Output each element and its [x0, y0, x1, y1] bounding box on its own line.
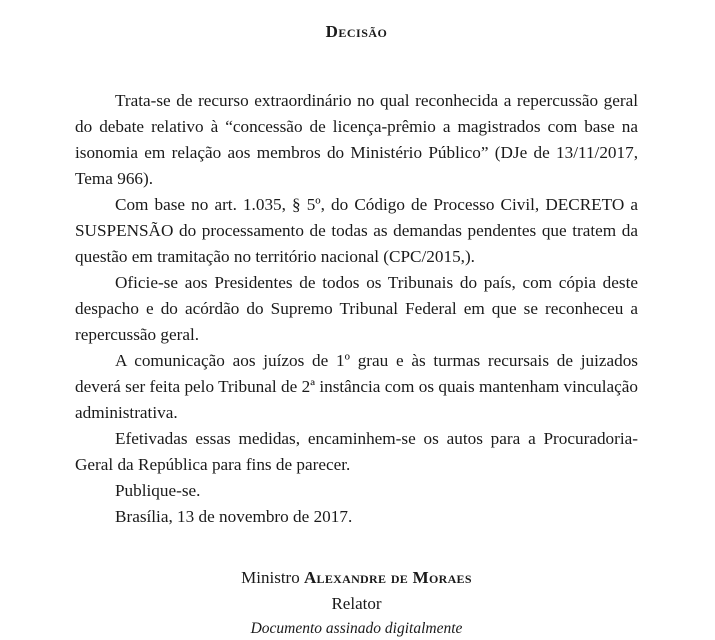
- document-title: Decisão: [325, 22, 388, 41]
- signature-line: [75, 566, 638, 589]
- paragraph-comunicacao: A comunicação aos juízos de 1º grau e às turmas recursais de juizados deverá ser feita pelo Tribunal de 2ª instância com os quais mantenham vinculação administrativa.: [75, 351, 638, 422]
- paragraph-recurso: Trata-se de recurso extraordinário no qual reconhecida a repercussão geral do debate relativo à “concessão de licença-prêmio a magistrados com base na isonomia em relação aos membros do Ministério Público” (DJe de 13/11/2017, Tema 966).: [75, 91, 638, 188]
- signature-prefix: Ministro: [241, 568, 300, 587]
- paragraph-date: Brasília, 13 de novembro de 2017.: [115, 507, 353, 526]
- signature-note: Documento assinado digitalmente: [250, 620, 463, 637]
- paragraph-publique: Publique-se.: [115, 481, 201, 500]
- paragraph-oficie: Oficie-se aos Presidentes de todos os Tribunais do país, com cópia deste despacho e do acórdão do Supremo Tribunal Federal em que se reconheceu a repercussão geral.: [75, 273, 638, 344]
- signature-name: Alexandre de Moraes: [303, 568, 472, 587]
- signature-role: Relator: [331, 594, 382, 613]
- document-body: [75, 88, 638, 530]
- paragraph-efetivadas: Efetivadas essas medidas, encaminhem-se os autos para a Procuradoria-Geral da República para fins de parecer.: [75, 429, 638, 474]
- paragraph-decreto: Com base no art. 1.035, § 5º, do Código de Processo Civil, DECRETO a SUSPENSÃO do processamento de todas as demandas pendentes que tratem da questão em tramitação no território nacional (CPC/2015,).: [75, 195, 638, 266]
